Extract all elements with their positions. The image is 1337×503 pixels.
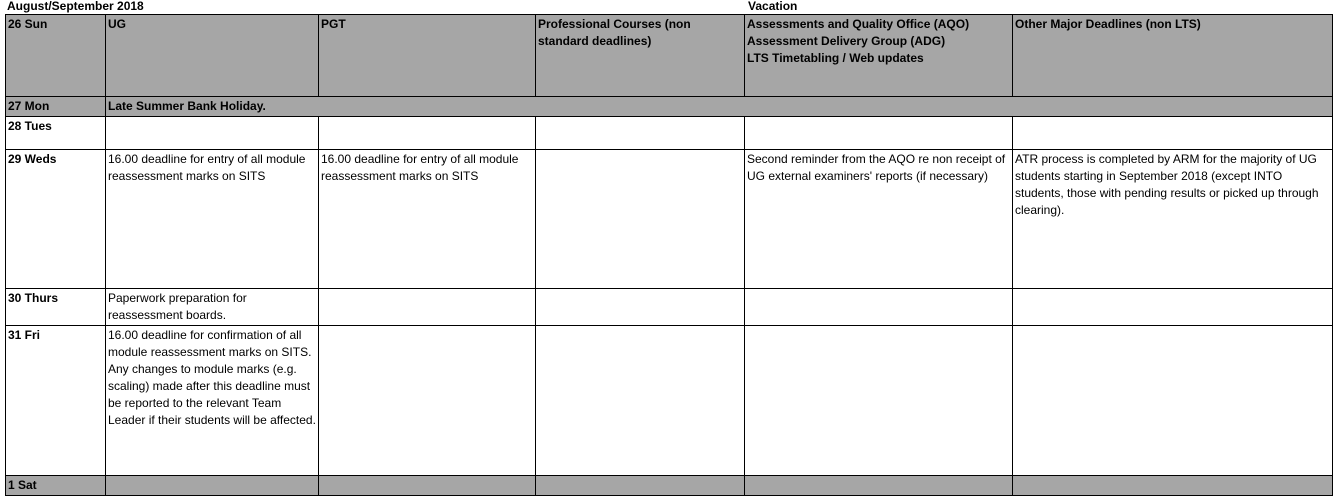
table-row-mon — [6, 97, 1333, 117]
header-aqo-line1: Assessments and Quality Office (AQO) — [747, 17, 970, 31]
cell-aqo — [745, 476, 1013, 496]
cell-other — [1013, 289, 1333, 326]
cell-ug: 16.00 deadline for confirmation of all module reassessment marks on SITS. Any changes to module marks (e.g. scaling) made after this deadline must be reported to the relevant Team Leader if their students will be affected. — [106, 326, 319, 476]
day-cell: 30 Thurs — [6, 289, 106, 326]
cell-pgt: 16.00 deadline for entry of all module reassessment marks on SITS — [319, 150, 536, 289]
header-pgt: PGT — [319, 15, 536, 97]
table-row-tue — [6, 117, 1333, 150]
day-cell: 27 Mon — [6, 97, 106, 117]
table-row-fri — [6, 326, 1333, 476]
header-day: 26 Sun — [6, 15, 106, 97]
cell-ug — [106, 117, 319, 150]
header-aqo — [745, 15, 1013, 97]
day-cell: 31 Fri — [6, 326, 106, 476]
cell-professional — [536, 289, 745, 326]
cell-other — [1013, 326, 1333, 476]
calendar-table — [5, 14, 1333, 496]
cell-professional — [536, 117, 745, 150]
day-cell: 29 Weds — [6, 150, 106, 289]
cell-ug — [106, 476, 319, 496]
cell-pgt — [319, 476, 536, 496]
header-row — [6, 15, 1333, 97]
table-row-wed — [6, 150, 1333, 289]
header-ug: UG — [106, 15, 319, 97]
cell-aqo — [745, 289, 1013, 326]
cell-pgt — [319, 326, 536, 476]
cell-professional — [536, 326, 745, 476]
vacation-label: Vacation — [748, 0, 798, 13]
title-row — [0, 0, 1337, 14]
cell-ug: 16.00 deadline for entry of all module reassessment marks on SITS — [106, 150, 319, 289]
holiday-note: Late Summer Bank Holiday. — [106, 97, 1333, 117]
cell-professional — [536, 150, 745, 289]
cell-aqo — [745, 326, 1013, 476]
cell-aqo: Second reminder from the AQO re non receipt of UG external examiners' reports (if necessary) — [745, 150, 1013, 289]
cell-other: ATR process is completed by ARM for the majority of UG students starting in September 2018 (except INTO students, those with pending results or picked up through clearing). — [1013, 150, 1333, 289]
cell-professional — [536, 476, 745, 496]
cell-other — [1013, 117, 1333, 150]
table-row-thu — [6, 289, 1333, 326]
header-other: Other Major Deadlines (non LTS) — [1013, 15, 1333, 97]
cell-ug: Paperwork preparation for reassessment boards. — [106, 289, 319, 326]
page-title: August/September 2018 — [7, 0, 144, 13]
header-aqo-line2: Assessment Delivery Group (ADG) — [747, 34, 946, 48]
cell-other — [1013, 476, 1333, 496]
header-aqo-line3: LTS Timetabling / Web updates — [747, 51, 924, 65]
header-professional: Professional Courses (non standard deadlines) — [536, 15, 745, 97]
table-row-sat — [6, 476, 1333, 496]
day-cell: 1 Sat — [6, 476, 106, 496]
cell-pgt — [319, 117, 536, 150]
day-cell: 28 Tues — [6, 117, 106, 150]
cell-aqo — [745, 117, 1013, 150]
cell-pgt — [319, 289, 536, 326]
